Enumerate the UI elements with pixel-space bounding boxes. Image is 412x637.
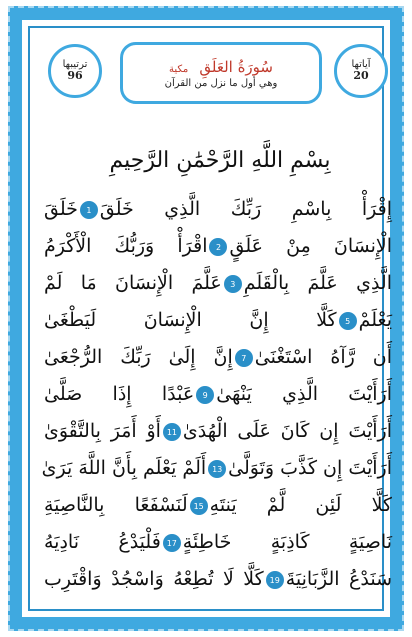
verse-text: أَن رَّآهُ اسْتَغْنَىٰ [254, 346, 393, 368]
verse-line [44, 420, 392, 442]
verse-text: كَلَّا لَئِن لَّمْ يَنتَهِ [209, 494, 392, 516]
surah-subtitle: وهي أول ما نزل من القرآن [164, 78, 278, 89]
verse-line [44, 235, 392, 257]
verse-text: أَرَأَيْتَ الَّذِي يَنْهَىٰ [216, 383, 392, 405]
verse-text: الَّذِي عَلَّمَ بِالْقَلَمِ [243, 272, 392, 294]
verse-number-marker: 1 [80, 201, 98, 219]
verse-text: خَلَقَ [44, 198, 78, 220]
surah-header [40, 38, 396, 106]
verse-number-marker: 19 [266, 571, 284, 589]
verse-line [44, 383, 392, 405]
verse-number-marker: 11 [163, 423, 181, 441]
verse-number-marker: 17 [163, 534, 181, 552]
verse-text: إِقْرَأْ بِاسْمِ رَبِّكَ الَّذِي خَلَقَ [99, 198, 392, 220]
verse-line [44, 494, 392, 516]
verse-text: لَنَسْفَعًا بِالنَّاصِيَةِ [44, 494, 188, 516]
verse-text: يَعْلَمْ [358, 309, 392, 331]
verse-text: أَرَأَيْتَ إِن كَذَّبَ وَتَوَلَّىٰ [228, 457, 392, 479]
verse-number-marker: 5 [339, 312, 357, 330]
verses-label: آياتها [351, 59, 371, 71]
inner-border [28, 26, 393, 611]
verse-text: كَلَّا لَا تُطِعْهُ وَاسْجُدْ وَاقْتَرِب [44, 568, 264, 590]
verse-line [44, 309, 392, 331]
verse-number-marker: 9 [196, 386, 214, 404]
verses-count-badge [334, 44, 388, 98]
verse-text: فَلْيَدْعُ نَادِيَهُ [44, 531, 161, 553]
verse-line [44, 531, 392, 553]
surah-title-banner [120, 42, 322, 104]
verse-text: كَلَّا إِنَّ الْإِنسَانَ لَيَطْغَىٰ [44, 309, 337, 331]
verse-text: أَرَأَيْتَ إِن كَانَ عَلَى الْهُدَىٰ [182, 420, 392, 442]
verse-text: الْإِنسَانَ مِنْ عَلَقٍ [229, 235, 392, 257]
verses-count: 20 [353, 69, 369, 83]
verse-text: سَنَدْعُ الزَّبَانِيَةَ [285, 568, 393, 590]
page-frame [8, 6, 404, 631]
verse-text: عَلَّمَ الْإِنسَانَ مَا لَمْ [44, 272, 222, 294]
verse-line [44, 272, 392, 294]
verse-text: أَلَمْ يَعْلَم بِأَنَّ اللَّهَ يَرَىٰ [41, 457, 207, 479]
bismillah: بِسْمِ اللَّهِ الرَّحْمَٰنِ الرَّحِيمِ [109, 148, 331, 173]
verse-text: نَاصِيَةٍ كَاذِبَةٍ خَاطِئَةٍ [182, 531, 392, 553]
verse-line [44, 568, 392, 590]
surah-title: سُورَةُ العَلَقِ [199, 58, 273, 76]
verse-text: عَبْدًا إِذَا صَلَّىٰ [44, 383, 195, 405]
verse-line [44, 346, 392, 368]
verse-text: اقْرَأْ وَرَبُّكَ الْأَكْرَمُ [44, 235, 208, 257]
order-number-badge [48, 44, 102, 98]
verse-number-marker: 13 [208, 460, 226, 478]
verse-line [44, 198, 392, 220]
revelation-place: مكية [169, 64, 189, 75]
verse-number-marker: 15 [190, 497, 208, 515]
verse-text: إِنَّ إِلَىٰ رَبِّكَ الرُّجْعَىٰ [44, 346, 233, 368]
verse-number-marker: 3 [224, 275, 242, 293]
order-label: ترتيبها [62, 59, 88, 71]
verse-text: أَوْ أَمَرَ بِالتَّقْوَىٰ [44, 420, 161, 442]
order-number: 96 [67, 69, 83, 83]
verse-line [41, 457, 392, 479]
verse-number-marker: 7 [235, 349, 253, 367]
verse-number-marker: 2 [209, 238, 227, 256]
